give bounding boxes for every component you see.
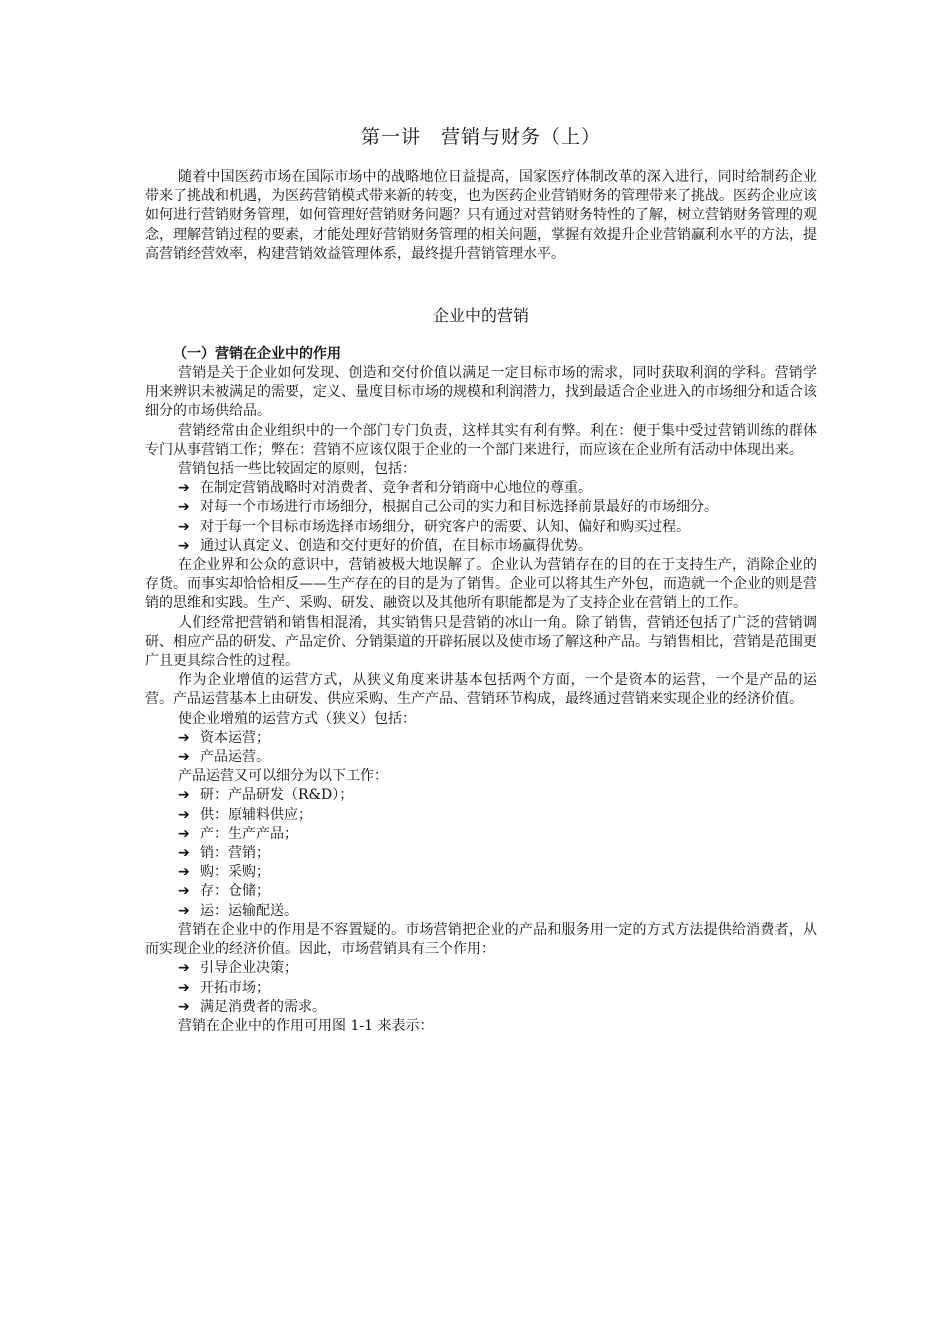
list-item: ➔ 产：生产产品；: [145, 825, 817, 844]
subsection-title: （一）营销在企业中的作用: [173, 346, 341, 362]
list-item: ➔ 存：仓储；: [145, 882, 817, 901]
list-item: ➔ 研：产品研发（R&D）；: [145, 786, 817, 805]
paragraph-1: 营销是关于企业如何发现、创造和交付价值以满足一定目标市场的需求，同时获取利润的学科。营销学用来辨识未被满足的需要，定义、量度目标市场的规模和利润潜力，找到最适合企业进入的市场细分和适合该细分的市场供给品。: [145, 365, 817, 420]
arrow-icon: ➔: [178, 749, 190, 766]
list-item: ➔ 满足消费者的需求。: [145, 998, 817, 1017]
arrow-icon: ➔: [178, 825, 190, 842]
body-text: [145, 364, 817, 1036]
bullet-list-principles: [145, 479, 817, 556]
list-item: ➔ 对每一个市场进行市场细分，根据自己公司的实力和目标选择前景最好的市场细分。: [145, 498, 817, 517]
paragraph-9: 营销在企业中的作用是不容置疑的。市场营销把企业的产品和服务用一定的方式方法提供给消费者，从而实现企业的经济价值。因此，市场营销具有三个作用：: [145, 921, 817, 958]
list-item: ➔ 通过认真定义、创造和交付更好的价值，在目标市场赢得优势。: [145, 537, 817, 556]
arrow-icon: ➔: [178, 845, 190, 862]
arrow-icon: ➔: [178, 806, 190, 823]
paragraph-10: 营销在企业中的作用可用图 1-1 来表示：: [178, 1017, 434, 1034]
list-item: ➔ 资本运营；: [145, 729, 817, 748]
paragraph-7: 使企业增殖的运营方式（狭义）包括：: [178, 710, 416, 727]
paragraph-8: 产品运营又可以细分为以下工作：: [178, 768, 388, 785]
arrow-icon: ➔: [178, 960, 190, 977]
arrow-icon: ➔: [178, 499, 190, 516]
list-item: ➔ 开拓市场；: [145, 979, 817, 998]
bullet-list-roles: [145, 959, 817, 1017]
list-item: ➔ 购：采购；: [145, 863, 817, 882]
paragraph-5: 人们经常把营销和销售相混淆，其实销售只是营销的冰山一角。除了销售，营销还包括了广泛的营销调研、相应产品的研发、产品定价、分销渠道的开辟拓展以及使市场了解这种产品。与销售相比，营销是范围更广且更具综合性的过程。: [145, 614, 817, 670]
arrow-icon: ➔: [178, 729, 190, 746]
arrow-icon: ➔: [178, 902, 190, 919]
list-item: ➔ 销：营销；: [145, 844, 817, 863]
list-item: ➔ 运：运输配送。: [145, 902, 817, 921]
intro-block: [145, 168, 817, 264]
list-item: ➔ 供：原辅料供应；: [145, 806, 817, 825]
paragraph-6: 作为企业增值的运营方式，从狭义角度来讲基本包括两个方面，一个是资本的运营，一个是产品的运营。产品运营基本上由研发、供应采购、生产产品、营销环节构成，最终通过营销来实现企业的经济价值。: [145, 672, 817, 708]
paragraph-2: 营销经常由企业组织中的一个部门专门负责，这样其实有利有弊。利在：便于集中受过营销训练的群体专门从事营销工作；弊在：营销不应该仅限于企业的一个部门来进行，而应该在企业所有活动中体现出来。: [145, 422, 817, 458]
bullet-list-product-ops: [145, 786, 817, 920]
list-item: ➔ 对于每一个目标市场选择市场细分，研究客户的需要、认知、偏好和购买过程。: [145, 518, 817, 537]
list-item: ➔ 在制定营销战略时对消费者、竞争者和分销商中心地位的尊重。: [145, 479, 817, 498]
arrow-icon: ➔: [178, 979, 190, 996]
section-title: 企业中的营销: [432, 306, 529, 325]
list-item: ➔ 引导企业决策；: [145, 959, 817, 978]
arrow-icon: ➔: [178, 864, 190, 881]
arrow-icon: ➔: [178, 537, 190, 554]
paragraph-4: 在企业界和公众的意识中，营销被极大地误解了。企业认为营销存在的目的在于支持生产，消除企业的存货。而事实却恰恰相反——生产存在的目的是为了销售。企业可以将其生产外包，而造就一个企业的则是营销的思维和实践。生产、采购、研发、融资以及其他所有职能都是为了支持企业在营销上的工作。: [145, 557, 817, 612]
bullet-list-operations: [145, 729, 817, 767]
arrow-icon: ➔: [178, 518, 190, 535]
paragraph-3: 营销包括一些比较固定的原则，包括：: [178, 461, 416, 478]
intro-paragraph: 随着中国医药市场在国际市场中的战略地位日益提高，国家医疗体制改革的深入进行，同时给制药企业带来了挑战和机遇，为医药营销模式带来新的转变，也为医药企业营销财务的管理带来了挑战。医药企业应该如何进行营销财务管理，如何管理好营销财务问题？只有通过对营销财务特性的了解，树立营销财务管理的观念，理解营销过程的要素，才能处理好营销财务管理的相关问题，掌握有效提升企业营销赢利水平的方法，提高营销经营效率，构建营销效益管理体系，最终提升营销管理水平。: [145, 169, 817, 262]
arrow-icon: ➔: [178, 998, 190, 1015]
list-item: ➔ 产品运营。: [145, 748, 817, 767]
page-title: 第一讲 营销与财务（上）: [360, 126, 601, 148]
arrow-icon: ➔: [178, 883, 190, 900]
arrow-icon: ➔: [178, 480, 190, 497]
arrow-icon: ➔: [178, 787, 190, 804]
